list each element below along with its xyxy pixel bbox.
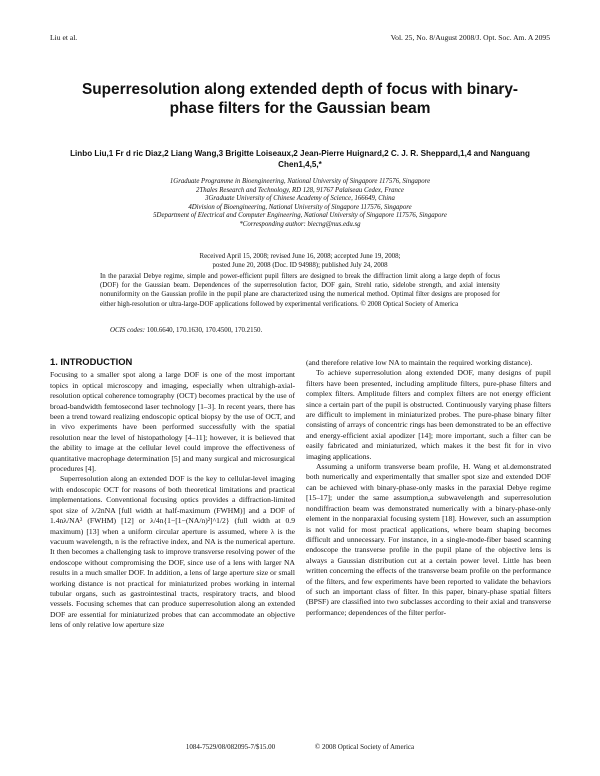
footer-code: 1084-7529/08/082095-7/$15.00	[185, 743, 276, 751]
page-footer	[0, 743, 600, 751]
running-header-authors: Liu et al.	[50, 33, 78, 42]
posted-dates: posted June 20, 2008 (Doc. ID 94988); published July 24, 2008	[212, 262, 388, 270]
right-column	[306, 358, 551, 618]
paragraph: To achieve superresolution along extended DOF, many designs of pupil filters have been presented, including amplitude filters, pure-phase filters and complex filters. Amplitude filters and complex filters are not energy efficient since a certain part of the pupil is obstructed. Continuously varying phase filters are difficult to implement in miniaturized probes. The pure-phase binary filter consisting of arrays of concentric rings has been demonstrated to be an effective and energy-efficient axial apodizer [14]; more important, such a filter can be easily fabricated and miniaturized, which makes it the best fit for in vivo imaging applications.	[306, 368, 551, 461]
ocis-label: OCIS codes:	[110, 327, 146, 334]
publication-history	[60, 252, 540, 270]
abstract: In the paraxial Debye regime, simple and power-efficient pupil filters are designed to break the diffraction limit along a large depth of focus (DOF) for the Gaussian beam. Dependences of the superresolution factor, DOF gain, Strehl ratio, sidelobe strength, and axial intensity nonuniformity on the Gaussian profile in the pupil plane are characterized using the numerical method. Optimal filter designs are proposed for either high-resolution or ultra-large-DOF applications followed by experimental verifications. © 2008 Optical Society of America	[100, 273, 500, 308]
paragraph: Focusing to a smaller spot along a large DOF is one of the most important topics in optical microscopy and imaging, especially when ultrahigh-axial-resolution optical coherence tomography (OCT) becomes practical by the use of broad-bandwidth femtosecond laser technology [1–3]. In recent years, there has been a trend toward realizing endoscopic optical biopsy by the use of OCT, and in vivo experiments have been performed successfully with the spatial resolution near the level of histopathology [4–11]; however, it is believed that the ability to image at the cellular level could improve the effectiveness of quantitative macrophage determination [5] and many surgical and microsurgical procedures [4].	[50, 370, 295, 474]
affiliations	[60, 178, 540, 230]
affiliation-3: 3Graduate University of Chinese Academy of Science, 166649, China	[205, 195, 395, 203]
ocis-values: 100.6640, 170.1630, 170.4500, 170.2150.	[146, 327, 263, 334]
received-dates: Received April 15, 2008; revised June 16, 2008; accepted June 19, 2008;	[199, 253, 401, 260]
running-header-journal: Vol. 25, No. 8/August 2008/J. Opt. Soc. Am. A 2095	[390, 33, 550, 42]
affiliation-1: 1Graduate Programme in Bioengineering, National University of Singapore 117576, Singapore	[169, 178, 431, 185]
author-list: Linbo Liu,1 Fr d ric Diaz,2 Liang Wang,3 Brigitte Loiseaux,2 Jean-Pierre Huignard,2 C. J. R. Sheppard,1,4 and Nanguang Chen1,4,5,*	[70, 149, 530, 169]
paragraph: Superresolution along an extended DOF is the key to cellular-level imaging with endoscopic OCT for reasons of both theoretical limitations and practical implementations. Conventional focusing optics provides a diffraction-limited spot size of λ/2nNA [full width at half-maximum (FWHM)] and a DOF of 1.4nλ/NA² (FWHM) [12] or λ/4n{1−[1−(NA/n)²]^1/2} (full width at 0.9 maximum) [13] when a uniform circular aperture is assumed, where λ is the vacuum wavelength, n is the refractive index, and NA is the numerical aperture. It then becomes a challenging task to improve transverse resolving power of the endoscope without compromising the DOF, since use of a lens with larger NA results in a much smaller DOF. In addition, a lens of large aperture size or small working distance is not practical for miniaturized probes working in internal tubular organs, such as gastrointestinal tracts, respiratory tracts, and blood vessels. Focusing schemes that can produce superresolution along an extended DOF are essential for miniaturized probes that can accommodate an objective lens of only relative low aperture size	[50, 474, 295, 630]
affiliation-2: 2Thales Research and Technology, RD 128, 91767 Palaiseau Cedex, France	[196, 186, 404, 194]
corresponding-author: *Corresponding author: biecng@nus.edu.sg	[239, 220, 361, 228]
left-column	[50, 357, 295, 631]
paragraph: (and therefore relative low NA to maintain the required working distance).	[306, 358, 533, 367]
paper-title: Superresolution along extended depth of focus with binary-phase filters for the Gaussian beam	[81, 81, 519, 117]
ocis-codes	[110, 327, 262, 334]
affiliation-5: 5Department of Electrical and Computer Engineering, National University of Singapore 117576, Singapore	[153, 212, 447, 220]
footer-copyright: © 2008 Optical Society of America	[314, 743, 415, 751]
paragraph: Assuming a uniform transverse beam profile, H. Wang et al.demonstrated both numerically and experimentally that smaller spot size and extended DOF can be achieved with binary-phase-only masks in the paraxial Debye regime [15–17]; under the same assumption,a subwavelength and superresolution nondiffraction beam was demonstrated numerically with a binary-phase-only element in the nonparaxial focusing system [18]. However, such an assumption is not valid for most practical applications, where beam shaping becomes difficult and unnecessary. For instance, in a single-mode-fiber based scanning endoscope the transverse profile in the pupil plane of the objective lens is always a Gaussian distribution cut at a certain power level. Little has been written concerning the effects of the transverse beam profile on the performance of the filters, and few experiments have been reported to validate the behaviors of such an important class of filter. In this paper, binary-phase spatial filters (BPSF) are classified into two subclasses according to their axial and transverse performance; dependences of the filter perfor-	[306, 462, 551, 617]
affiliation-4: 4Division of Bioengineering, National University of Singapore 117576, Singapore	[188, 203, 412, 211]
section-heading: 1. INTRODUCTION	[50, 356, 133, 367]
